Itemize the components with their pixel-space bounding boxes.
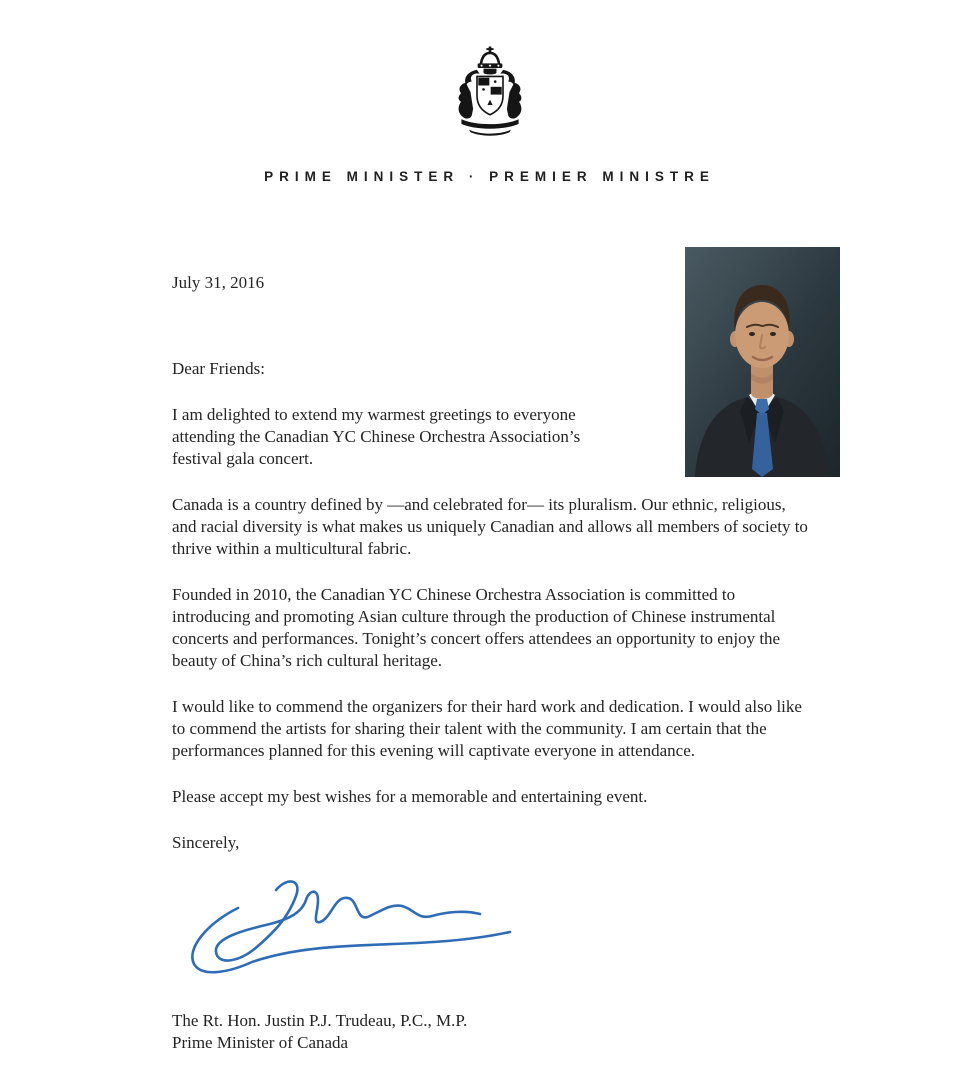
signature-image (178, 868, 528, 986)
letterhead (0, 0, 979, 184)
letter-date: July 31, 2016 (172, 273, 265, 292)
letterhead-title: PRIME MINISTER · PREMIER MINISTRE (264, 169, 715, 184)
signer-name: The Rt. Hon. Justin P.J. Trudeau, P.C., M.P. (172, 1011, 468, 1030)
paragraph-1: I am delighted to extend my warmest greetings to everyone attending the Canadian YC Chinese Orchestra Association’s festival gala concert. (172, 405, 581, 468)
paragraph-2: Canada is a country defined by —and celebrated for— its pluralism. Our ethnic, religious, and racial diversity is what makes us uniquely Canadian and allows all members of society to thrive within a multicultural fabric. (172, 495, 808, 558)
letter-body (172, 272, 812, 1054)
canada-coat-of-arms-icon (451, 36, 529, 153)
paragraph-3: Founded in 2010, the Canadian YC Chinese Orchestra Association is committed to introducing and promoting Asian culture through the production of Chinese instrumental concerts and performances. Tonight’s concert offers attendees an opportunity to enjoy the beauty of China’s rich cultural heritage. (172, 585, 781, 670)
closing: Sincerely, (172, 833, 240, 852)
paragraph-5: Please accept my best wishes for a memorable and entertaining event. (172, 787, 648, 806)
salutation: Dear Friends: (172, 359, 266, 378)
paragraph-4: I would like to commend the organizers for their hard work and dedication. I would also like to commend the artists for sharing their talent with the community. I am certain that the performances planned for this evening will captivate everyone in attendance. (172, 697, 802, 760)
signer-title: Prime Minister of Canada (172, 1033, 349, 1052)
